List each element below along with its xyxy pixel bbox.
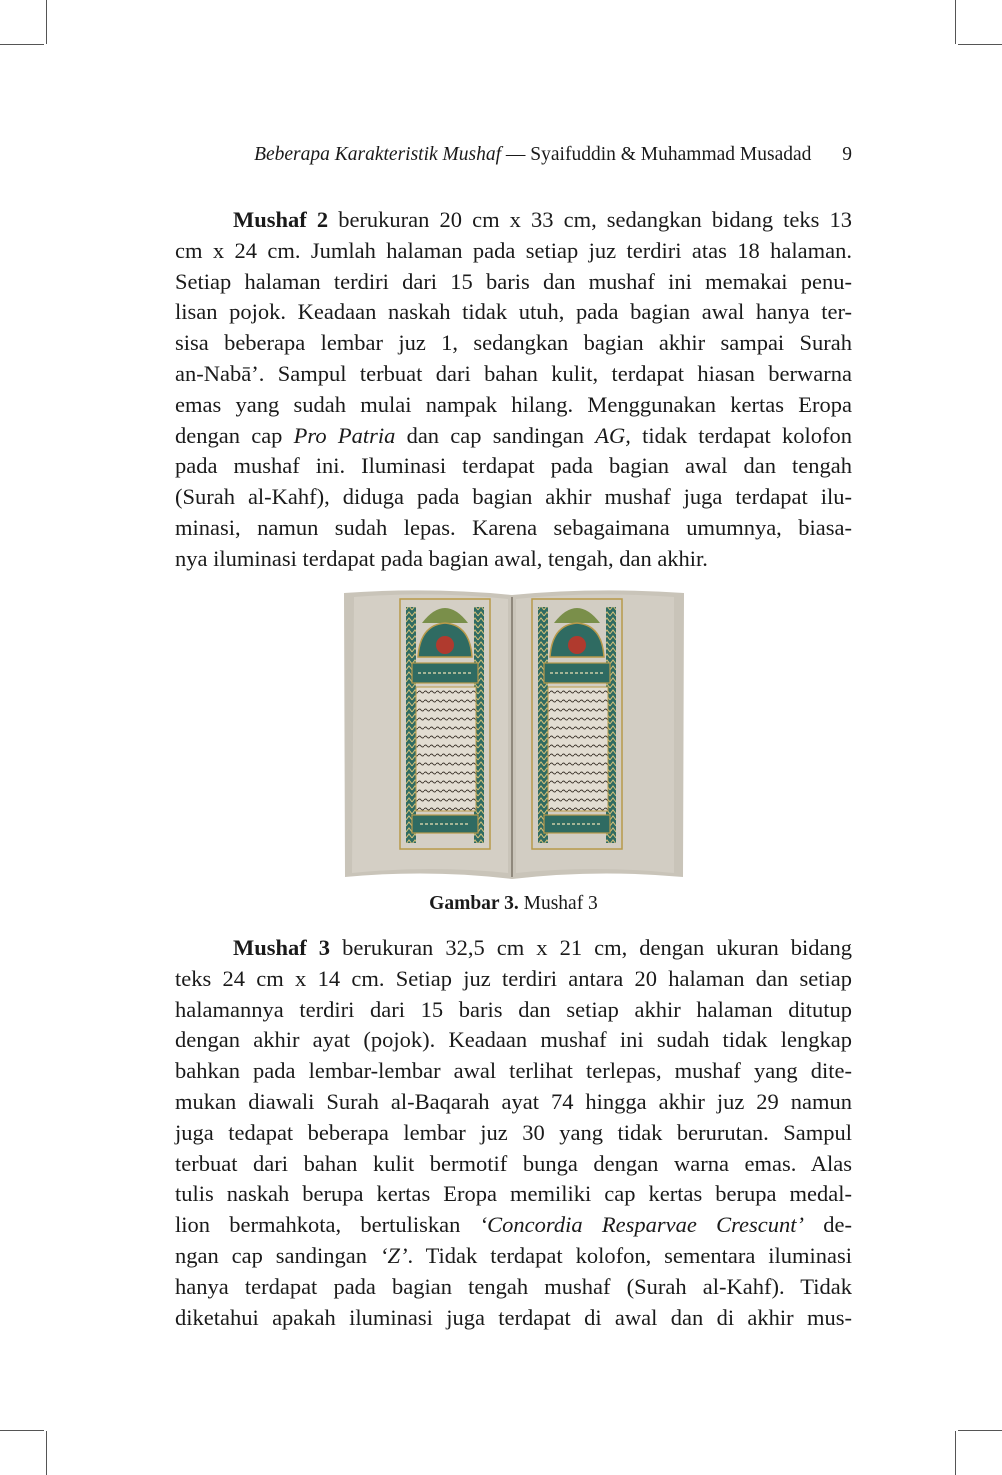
italic-term: ‘Z’	[379, 1242, 408, 1268]
text-line: minasi, namun sudah lepas. Karena sebagaimana umumnya, biasa-	[175, 514, 852, 540]
running-head-authors: — Syaifuddin & Muhammad Musadad	[505, 144, 812, 165]
crop-mark	[955, 1431, 956, 1475]
crop-mark	[958, 44, 1002, 45]
text-run: de-	[804, 1212, 853, 1238]
text-line	[175, 1210, 852, 1241]
italic-term: AG,	[595, 422, 631, 448]
text-line: diketahui apakah iluminasi juga terdapat di awal dan di akhir mus-	[175, 1304, 852, 1330]
paragraph-mushaf-2	[175, 205, 852, 575]
text-run: berukuran 32,5 cm x 21 cm, dengan ukuran bidang	[330, 935, 853, 960]
text-line: hanya terdapat pada bagian tengah mushaf (Surah al-Kahf). Tidak	[175, 1273, 852, 1299]
text-line: Setiap halaman terdiri dari 15 baris dan mushaf ini memakai penu-	[175, 268, 852, 294]
text-line: terbuat dari bahan kulit bermotif bunga dengan warna emas. Alas	[175, 1150, 852, 1176]
text-line: cm x 24 cm. Jumlah halaman pada setiap juz terdiri atas 18 halaman.	[175, 237, 852, 263]
text-line: bahkan pada lembar-lembar awal terlihat terlepas, mushaf yang dite-	[175, 1058, 852, 1084]
bold-term: Mushaf 2	[233, 207, 329, 232]
text-line: an-Nabā’. Sampul terbuat dari bahan kulit, terdapat hiasan berwarna	[175, 360, 852, 386]
text-run: dengan cap	[175, 422, 294, 448]
text-line	[175, 933, 852, 964]
paragraph-mushaf-3	[175, 933, 852, 1333]
page-number: 9	[842, 144, 852, 165]
crop-mark	[955, 0, 956, 44]
text-line: pada mushaf ini. Iluminasi terdapat pada bagian awal dan tengah	[175, 453, 852, 479]
crop-mark	[46, 0, 47, 44]
text-line: juga tedapat beberapa lembar juz 30 yang tidak berurutan. Sampul	[175, 1119, 852, 1145]
text-line: mukan diawali Surah al-Baqarah ayat 74 hingga akhir juz 29 namun	[175, 1088, 852, 1114]
text-run: lion bermahkota, bertuliskan	[175, 1212, 480, 1238]
text-line: halamannya terdiri dari 15 baris dan setiap akhir halaman ditutup	[175, 996, 852, 1022]
right-page-illumination	[532, 599, 622, 849]
running-head-title: Beberapa Karakteristik Mushaf	[254, 144, 502, 165]
text-line: (Surah al-Kahf), diduga pada bagian akhir mushaf juga terdapat ilu-	[175, 484, 852, 510]
text-line: dengan akhir ayat (pojok). Keadaan mushaf ini sudah tidak lengkap	[175, 1027, 852, 1053]
text-line: emas yang sudah mulai nampak hilang. Menggunakan kertas Eropa	[175, 391, 852, 417]
text-run: berukuran 20 cm x 33 cm, sedangkan bidang teks 13	[328, 207, 852, 232]
italic-term: Pro Patria	[293, 422, 396, 448]
text-run: . Tidak terdapat kolofon, sementara iluminasi	[407, 1242, 852, 1268]
left-page-illumination	[400, 599, 490, 849]
crop-mark	[0, 44, 44, 45]
text-run: ngan cap sandingan	[175, 1242, 380, 1268]
crop-mark	[958, 1430, 1002, 1431]
italic-term: ‘Concordia Resparvae Crescunt’	[479, 1212, 804, 1238]
crop-mark	[46, 1431, 47, 1475]
figure-caption-text: Mushaf 3	[518, 893, 598, 914]
text-run: dan cap sandingan	[395, 422, 596, 448]
manuscript-photo	[340, 587, 686, 883]
text-line: nya iluminasi terdapat pada bagian awal, tengah, dan akhir.	[175, 545, 708, 571]
text-line	[175, 1241, 852, 1272]
crop-mark	[0, 1430, 44, 1431]
text-line: lisan pojok. Keadaan naskah tidak utuh, pada bagian awal hanya ter-	[175, 299, 852, 325]
figure-caption-label: Gambar 3.	[429, 893, 519, 914]
text-line	[175, 421, 852, 452]
text-line: tulis naskah berupa kertas Eropa memiliki cap kertas berupa medal-	[175, 1181, 852, 1207]
text-run: tidak terdapat kolofon	[630, 422, 852, 448]
text-line: sisa beberapa lembar juz 1, sedangkan bagian akhir sampai Surah	[175, 330, 852, 356]
running-head	[175, 144, 852, 166]
text-line	[175, 205, 852, 236]
bold-term: Mushaf 3	[233, 935, 331, 960]
figure-caption	[175, 893, 852, 915]
text-line: teks 24 cm x 14 cm. Setiap juz terdiri antara 20 halaman dan setiap	[175, 965, 852, 991]
